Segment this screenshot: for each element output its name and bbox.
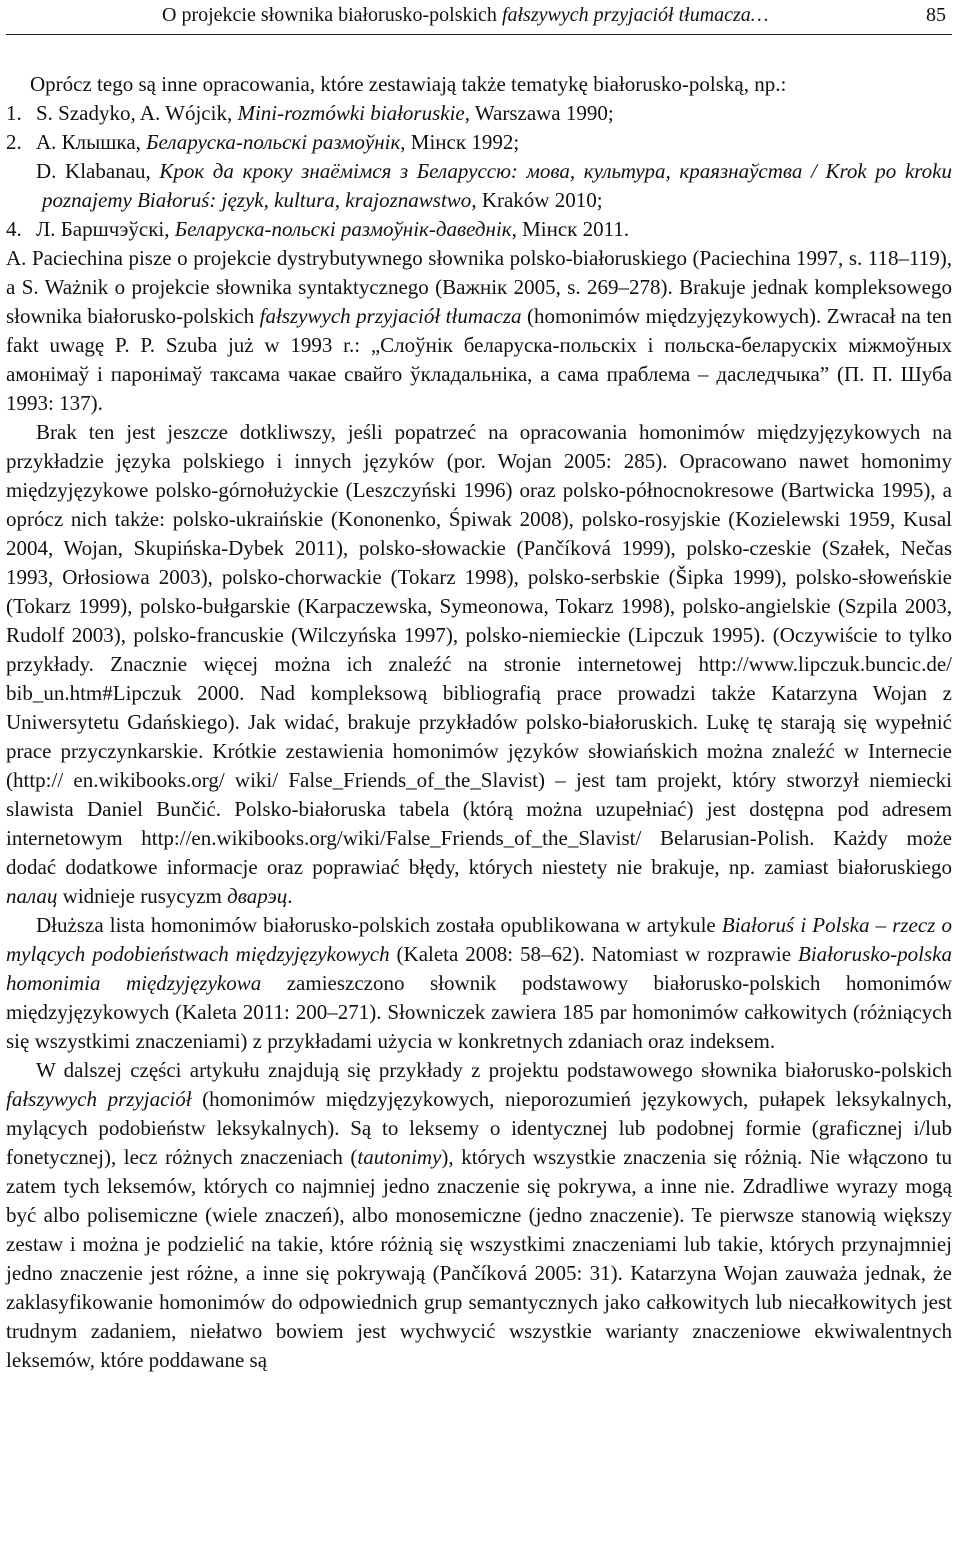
reference-item: 4. Л. Баршчэўскі, Беларуска-польскі размоўнік-даведнік, Мінск 2011.	[6, 217, 630, 241]
reference-item: 1. S. Szadyko, A. Wójcik, Mini-rozmówki białoruskie, Warszawa 1990;	[6, 101, 614, 125]
paragraph: Dłuższa lista homonimów białorusko-polskich została opublikowana w artykule Białoruś i Polska – rzecz o mylących podobieństwach międzyjęzykowych (Kaleta 2008: 58–62). Natomiast w rozprawie Białorusko-polska homonimia międzyjęzykowa zamieszczono słownik podstawowy białorusko-polskich homonimów międzyjęzykowych (Kaleta 2011: 200–271). Słowniczek zawiera 185 par homonimów całkowitych (różniących się wszystkimi znaczeniami) z przykładami użycia w konkretnych zdaniach oraz indeksem.	[6, 913, 952, 1053]
page-number: 85	[926, 4, 946, 26]
paragraph: W dalszej części artykułu znajdują się przykłady z projektu podstawowego słownika białorusko-polskich fałszywych przyjaciół (homonimów międzyjęzykowych, nieporozumień językowych, pułapek leksykalnych, mylących podobieństw leksykalnych). Są to leksemy o identycznej lub podobnej formie (graficznej i/lub fonetycznej), lecz różnych znaczeniach (tautonimy), których wszystkie znaczenia się różnią. Nie włączono tu zatem tych leksemów, których co najmniej jedno znaczenie się pokrywa, a inne nie. Zdradliwe wyrazy mogą być albo polisemiczne (wiele znaczeń), albo monosemiczne (jedno znaczenie). Te pierwsze stanowią większy zestaw i można je podzielić na takie, które różnią się wszystkimi znaczeniami lub takie, których przynajmniej jedno znaczenie jest różne, a inne się pokrywają (Pančíková 2005: 31). Katarzyna Wojan zauważa jednak, że zaklasyfikowanie homonimów do odpowiednich grup semantycznych jako całkowitych lub niecałkowitych jest trudnym zadaniem, niełatwo bowiem jest wychwycić wszystkie warianty znaczeniowe ekwiwalentnych leksemów, które poddawane są	[6, 1058, 952, 1372]
running-header	[6, 0, 952, 35]
paragraph: A. Paciechina pisze o projekcie dystrybutywnego słownika polsko-białoruskiego (Paciechina 1997, s. 118–119), a S. Ważnik o projekcie słownika syntaktycznego (Важнік 2005, s. 269–278). Brakuje jednak kompleksowego słownika białorusko-polskich fałszywych przyjaciół tłumacza (homonimów międzyjęzykowych). Zwracał na ten fakt uwagę P. P. Szuba już w 1993 r.: „Слоўнік беларуска-польскіх і польска-беларускіх міжмоўных амонімаў і паронімаў таксама чакае свайго ўкладальніка, а сама праблема – даследчыка” (П. П. Шуба 1993: 137).	[6, 246, 952, 415]
paragraph: Brak ten jest jeszcze dotkliwszy, jeśli popatrzeć na opracowania homonimów międzyjęzykowych na przykładzie języka polskiego i innych języków (por. Wojan 2005: 285). Opracowano nawet homonimy międzyjęzykowe polsko-górnołużyckie (Leszczyński 1996) oraz polsko-północnokresowe (Bartwicka 1995), a oprócz nich także: polsko-ukraińskie (Kononenko, Śpiwak 2008), polsko-rosyjskie (Kozielewski 1959, Kusal 2004, Wojan, Skupińska-Dybek 2011), polsko-słowackie (Pančíková 1999), polsko-czeskie (Szałek, Nečas 1993, Orłosiowa 2003), polsko-chorwackie (Tokarz 1998), polsko-serbskie (Šipka 1999), polsko-słoweńskie (Tokarz 1999), polsko-bułgarskie (Karpaczewska, Symeonowa, Tokarz 1998), polsko-angielskie (Szpila 2003, Rudolf 2003), polsko-francuskie (Wilczyńska 1997), polsko-niemieckie (Lipczuk 1995). (Oczywiście to tylko przykłady. Znacznie więcej można ich znaleźć na stronie internetowej http://www.lipczuk.buncic.de/ bib_un.htm#Lipczuk 2000. Nad kompleksową bibliografią prace prowadzi także Katarzyna Wojan z Uniwersytetu Gdańskiego). Jak widać, brakuje przykładów polsko-białoruskich. Lukę tę starają się wypełnić prace przyczynkarskie. Krótkie zestawienia homonimów języków słowiańskich można znaleźć w Internecie (http:// en.wikibooks.org/ wiki/ False_Friends_of_the_Slavist) – jest tam projekt, który stworzył niemiecki slawista Daniel Bunčić. Polsko-białoruska tabela (którą można uzupełniać) jest dostępna pod adresem internetowym http://en.wikibooks.org/wiki/False_Friends_of_the_Slavist/ Belarusian-Polish. Każdy może dodać dodatkowe informacje oraz poprawiać błędy, których niestety nie brakuje, np. zamiast białoruskiego палац widnieje rusycyzm дварэц.	[6, 420, 952, 908]
intro-paragraph: Oprócz tego są inne opracowania, które zestawiają także tematykę białorusko-polską, np.:	[30, 72, 787, 96]
reference-item: D. Klabanau, Крок да кроку знаёмімся з Беларуссю: мова, культура, краязнаўства / Krok po kroku poznajemy Białoruś: język, kultura, krajoznawstwo, Kraków 2010;	[36, 159, 952, 212]
reference-item: 2. A. Клышка, Беларуска-польскі размоўнік, Мінск 1992;	[6, 130, 520, 154]
running-title: O projekcie słownika białorusko-polskich fałszywych przyjaciół tłumacza…	[162, 4, 769, 26]
body-text	[6, 35, 952, 1375]
